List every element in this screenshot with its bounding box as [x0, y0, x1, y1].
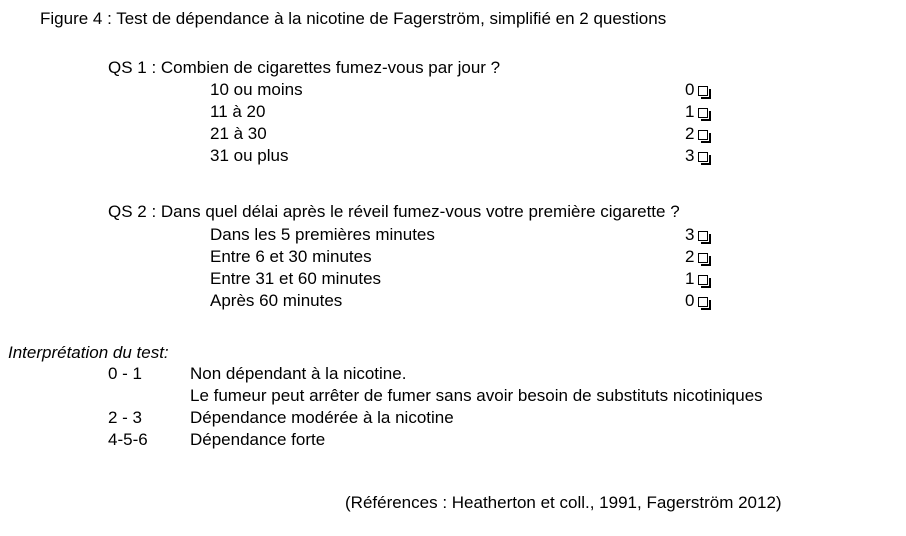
q1-option-4-text: 31 ou plus	[210, 146, 289, 165]
checkbox-icon[interactable]	[698, 275, 708, 285]
interpretation-heading: Interprétation du test:	[8, 343, 169, 362]
references: (Références : Heatherton et coll., 1991, Fagerström 2012)	[345, 493, 782, 512]
interpretation-range-4: 4-5-6	[108, 430, 148, 449]
q2-option-2-score[interactable]	[685, 247, 708, 267]
figure-title: Figure 4 : Test de dépendance à la nicotine de Fagerström, simplifié en 2 questions	[40, 9, 667, 28]
q1-option-1-text: 10 ou moins	[210, 80, 303, 99]
question-2-label: QS 2 : Dans quel délai après le réveil fumez-vous votre première cigarette ?	[108, 202, 680, 221]
score-value: 1	[685, 269, 695, 288]
q2-option-1-score[interactable]	[685, 225, 708, 245]
checkbox-icon[interactable]	[698, 86, 708, 96]
score-value: 1	[685, 102, 695, 121]
checkbox-icon[interactable]	[698, 152, 708, 162]
q2-option-3-score[interactable]	[685, 269, 708, 289]
score-value: 3	[685, 225, 695, 244]
q2-option-3-text: Entre 31 et 60 minutes	[210, 269, 382, 288]
q1-option-3-text: 21 à 30	[210, 124, 267, 143]
score-value: 3	[685, 146, 695, 165]
q1-option-2-score[interactable]	[685, 102, 708, 122]
score-value: 2	[685, 247, 695, 266]
q1-option-2-text: 11 à 20	[210, 102, 266, 121]
interpretation-text-2: Le fumeur peut arrêter de fumer sans avoir besoin de substituts nicotiniques	[190, 386, 763, 405]
interpretation-text-1: Non dépendant à la nicotine.	[190, 364, 407, 383]
interpretation-text-3: Dépendance modérée à la nicotine	[190, 408, 454, 427]
score-value: 0	[685, 291, 695, 310]
interpretation-range-3: 2 - 3	[108, 408, 143, 427]
question-1-label: QS 1 : Combien de cigarettes fumez-vous par jour ?	[108, 58, 501, 77]
q1-option-3-score[interactable]	[685, 124, 708, 144]
q2-option-4-text: Après 60 minutes	[210, 291, 343, 310]
checkbox-icon[interactable]	[698, 253, 708, 263]
interpretation-text-4: Dépendance forte	[190, 430, 326, 449]
q1-option-4-score[interactable]	[685, 146, 708, 166]
checkbox-icon[interactable]	[698, 231, 708, 241]
q2-option-4-score[interactable]	[685, 291, 708, 311]
checkbox-icon[interactable]	[698, 297, 708, 307]
q2-option-1-text: Dans les 5 premières minutes	[210, 225, 435, 244]
q1-option-1-score[interactable]	[685, 80, 708, 100]
interpretation-range-1: 0 - 1	[108, 364, 143, 383]
score-value: 0	[685, 80, 695, 99]
score-value: 2	[685, 124, 695, 143]
q2-option-2-text: Entre 6 et 30 minutes	[210, 247, 372, 266]
checkbox-icon[interactable]	[698, 130, 708, 140]
checkbox-icon[interactable]	[698, 108, 708, 118]
